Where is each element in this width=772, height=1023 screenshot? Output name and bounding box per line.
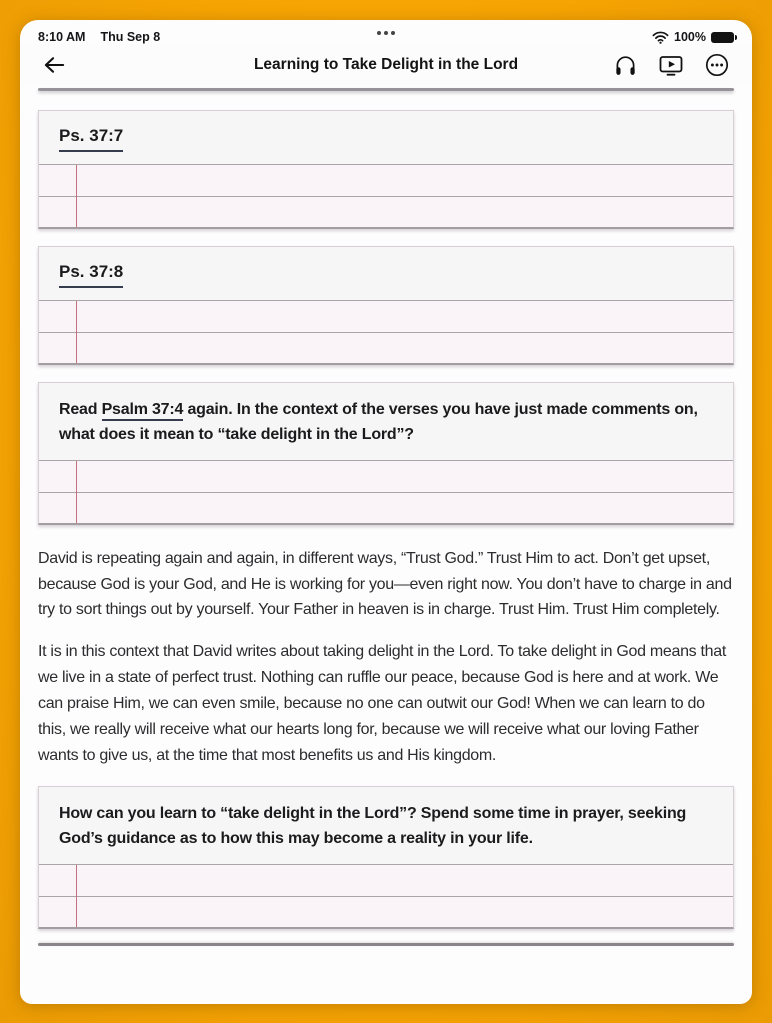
- video-player-icon: [658, 54, 684, 76]
- writing-line-row[interactable]: [39, 865, 733, 896]
- body-paragraph: David is repeating again and again, in different ways, “Trust God.” Trust Him to act. Don’t get upset, because God is your God, and He is working for you—even right now. You don’t have to charge in and try to sort things out by yourself. Your Father in heaven is in charge. Trust Him. Trust Him completely.: [38, 550, 732, 618]
- writing-area[interactable]: [39, 865, 733, 927]
- red-margin-line: [76, 865, 77, 927]
- question-card: [38, 382, 734, 525]
- writing-line-row[interactable]: [39, 461, 733, 492]
- writing-line-row[interactable]: [39, 896, 733, 927]
- verse-comment-card: [38, 110, 734, 229]
- multitask-dots-icon[interactable]: [377, 31, 395, 35]
- writing-area[interactable]: [39, 461, 733, 523]
- scripture-link[interactable]: Psalm 37:4: [102, 401, 184, 421]
- writing-line-row[interactable]: [39, 165, 733, 196]
- battery-percent: 100%: [674, 30, 706, 44]
- body-paragraph: It is in this context that David writes about taking delight in the Lord. To take delight in God means that we live in a state of perfect trust. Nothing can ruffle our peace, because God is here and at work. We can praise Him, we can even smile, because no one can outwit our God! When we can learn to do this, we really will receive what our hearts long for, because we will receive what our loving Father wants to give us, at the time that most benefits us and His kingdom.: [38, 642, 727, 764]
- verse-card-header: [39, 247, 733, 301]
- question-card: [38, 786, 734, 929]
- audio-button[interactable]: [614, 55, 637, 76]
- verse-comment-card: [38, 246, 734, 365]
- wifi-icon: [652, 31, 669, 44]
- writing-area[interactable]: [39, 301, 733, 363]
- verse-link[interactable]: Ps. 37:8: [59, 262, 123, 288]
- back-button[interactable]: [43, 55, 66, 75]
- ellipsis-circle-icon: [705, 53, 729, 77]
- writing-area[interactable]: [39, 165, 733, 227]
- status-time: 8:10 AM: [38, 30, 86, 44]
- writing-line-row[interactable]: [39, 301, 733, 332]
- next-card-top-edge: [38, 943, 734, 946]
- nav-bar: [20, 44, 752, 86]
- status-bar: [20, 20, 752, 44]
- status-date: Thu Sep 8: [100, 30, 161, 44]
- red-margin-line: [76, 461, 77, 523]
- question-text: [59, 397, 713, 447]
- previous-card-bottom-edge: [38, 88, 734, 91]
- video-button[interactable]: [658, 54, 684, 76]
- writing-line-row[interactable]: [39, 332, 733, 363]
- battery-icon: [711, 32, 734, 43]
- question-text-post: again. In the context of the verses you have just made comments on, what does it mean to “take delight in the Lord”?: [59, 401, 698, 443]
- headphones-icon: [614, 55, 637, 76]
- verse-link[interactable]: Ps. 37:7: [59, 126, 123, 152]
- question-text: How can you learn to “take delight in the Lord”? Spend some time in prayer, seeking God’s guidance as to how this may become a reality in your life.: [59, 804, 687, 847]
- question-text-pre: Read: [59, 401, 102, 418]
- question-card-header: [39, 787, 733, 865]
- app-screen: [20, 20, 752, 1004]
- writing-line-row[interactable]: [39, 196, 733, 227]
- verse-card-header: [39, 111, 733, 165]
- question-card-header: [39, 383, 733, 461]
- page-title: Learning to Take Delight in the Lord: [253, 56, 519, 73]
- lesson-content: [20, 88, 752, 946]
- red-margin-line: [76, 301, 77, 363]
- red-margin-line: [76, 165, 77, 227]
- back-arrow-icon: [43, 55, 66, 75]
- writing-line-row[interactable]: [39, 492, 733, 523]
- more-button[interactable]: [705, 53, 729, 77]
